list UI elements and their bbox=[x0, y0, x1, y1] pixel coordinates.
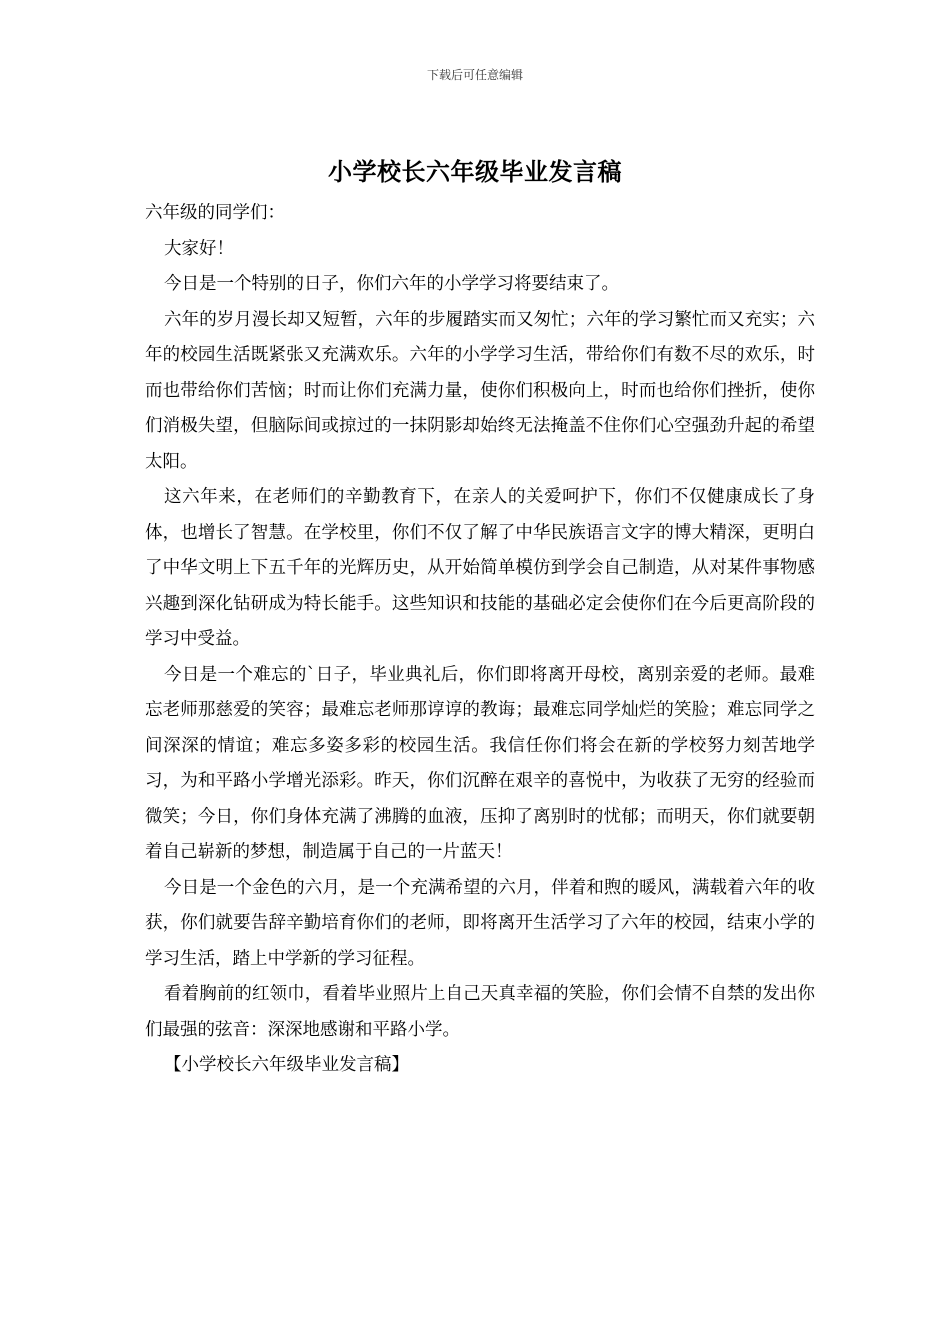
closing-title: 【小学校长六年级毕业发言稿】 bbox=[164, 1055, 409, 1075]
salutation: 六年级的同学们： bbox=[145, 203, 285, 223]
paragraph-farewell: 今日是一个难忘的`日子，毕业典礼后，你们即将离开母校，离别亲爱的老师。最难忘老师那慈爱的笑容；最难忘老师那谆谆的教诲；最难忘同学灿烂的笑脸；难忘同学之间深深的情谊；难忘多姿多彩的校园生活。我信任你们将会在新的学校努力刻苦地学习，为和平路小学增光添彩。昨天，你们沉醉在艰辛的喜悦中，为收获了无穷的经验而微笑；今日，你们身体充满了沸腾的血液，压抑了离别时的忧郁；而明天，你们就要朝着自己崭新的梦想，制造属于自己的一片蓝天！ bbox=[145, 664, 815, 862]
paragraph-greeting: 大家好！ bbox=[164, 238, 234, 259]
paragraph-june: 今日是一个金色的六月，是一个充满希望的六月，伴着和煦的暖风，满载着六年的收获，你们就要告辞辛勤培育你们的老师，即将离开生活学习了六年的校园，结束小学的学习生活，踏上中学新的学习征程。 bbox=[145, 877, 815, 969]
paragraph-six-years: 六年的岁月漫长却又短暂，六年的步履踏实而又匆忙；六年的学习繁忙而又充实；六年的校园生活既紧张又充满欢乐。六年的小学学习生活，带给你们有数不尽的欢乐，时而也带给你们苦恼；时而让你们充满力量，使你们积极向上，时而也给你们挫折，使你们消极失望，但脑际间或掠过的一抹阴影却始终无法掩盖不住你们心空强劲升起的希望太阳。 bbox=[145, 309, 815, 472]
paragraph-growth: 这六年来，在老师们的辛勤教育下，在亲人的关爱呵护下，你们不仅健康成长了身体，也增长了智慧。在学校里，你们不仅了解了中华民族语言文字的博大精深，更明白了中华文明上下五千年的光辉历史，从开始简单模仿到学会自己制造，从对某件事物感兴趣到深化钻研成为特长能手。这些知识和技能的基础必定会使你们在今后更高阶段的学习中受益。 bbox=[145, 487, 815, 649]
header-note: 下载后可任意编辑 bbox=[426, 68, 523, 82]
document-body bbox=[145, 196, 815, 1084]
paragraph-thanks: 看着胸前的红领巾，看着毕业照片上自己天真幸福的笑脸，你们会情不自禁的发出你们最强的弦音：深深地感谢和平路小学。 bbox=[145, 984, 815, 1040]
document-title: 小学校长六年级毕业发言稿 bbox=[328, 158, 622, 186]
paragraph-intro: 今日是一个特别的日子，你们六年的小学学习将要结束了。 bbox=[164, 274, 619, 294]
